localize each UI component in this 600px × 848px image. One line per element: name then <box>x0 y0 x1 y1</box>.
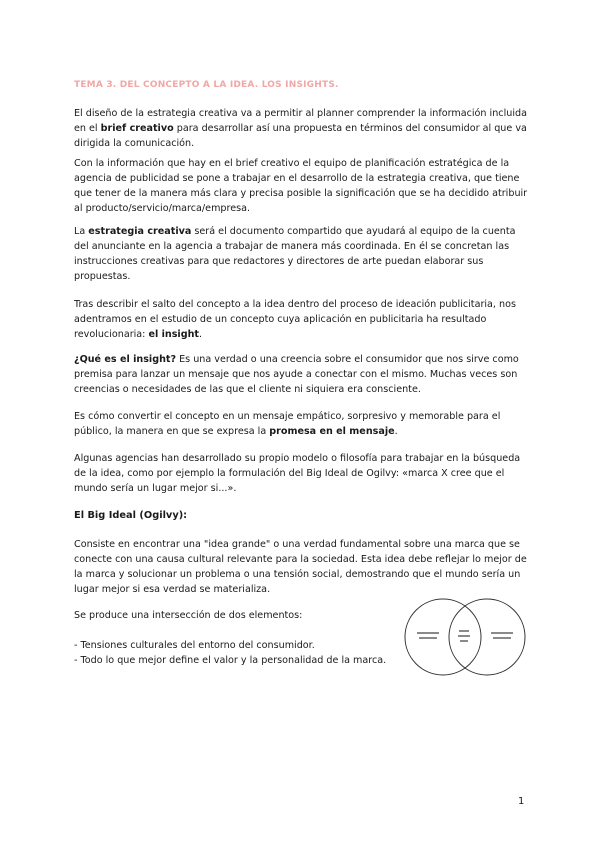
paragraph-1: El diseño de la estrategia creativa va a permitir al planner comprender la información incluida en el brief creativo para desarrollar así una propuesta en términos del consumidor al que va dirigida la comunicación. <box>74 108 527 149</box>
list-item: - Todo lo que mejor define el valor y la personalidad de la marca. <box>74 655 387 666</box>
venn-diagram-image <box>403 597 527 677</box>
section-heading: El Big Ideal (Ogilvy): <box>74 510 188 521</box>
paragraph-2: Con la información que hay en el brief creativo el equipo de planificación estratégica de la agencia de publicidad se pone a trabajar en el desarrollo de la estrategia creativa, que tiene que tener de la manera más clara y precisa posible la significación que se ha decidido atribuir al producto/servicio/marca/empresa. <box>74 158 528 214</box>
bullet-list <box>74 638 386 668</box>
paragraph-9: Se produce una intersección de dos elementos: <box>74 610 303 621</box>
paragraph-6: Es cómo convertir el concepto en un mensaje empático, sorpresivo y memorable para el público, la manera en que se expresa la promesa en el mensaje. <box>74 411 501 437</box>
paragraph-5: ¿Qué es el insight? Es una verdad o una creencia sobre el consumidor que nos sirve como premisa para lanzar un mensaje que nos ayude a conectar con el mismo. Muchas veces son creencias o necesidades de las que el cliente ni siquiera era consciente. <box>74 354 519 395</box>
paragraph-7: Algunas agencias han desarrollado su propio modelo o filosofía para trabajar en la búsqueda de la idea, como por ejemplo la formulación del Big Ideal de Ogilvy: «marca X cree que el mundo sería un lugar mejor si...». <box>74 453 521 494</box>
list-item: - Tensiones culturales del entorno del consumidor. <box>74 640 315 651</box>
page-title: TEMA 3. DEL CONCEPTO A LA IDEA. LOS INSIGHTS. <box>74 80 339 90</box>
paragraph-8: Consiste en encontrar una "idea grande" o una verdad fundamental sobre una marca que se conecte con una causa cultural relevante para la sociedad. Esta idea debe reflejar lo mejor de la marca y solucionar un problema o una tensión social, demostrando que el mundo sería un lugar mejor si esa verdad se materializa. <box>74 539 527 595</box>
paragraph-4: Tras describir el salto del concepto a la idea dentro del proceso de ideación publicitaria, nos adentramos en el estudio de un concepto cuya aplicación en publicitaria ha resultado revolucionaria: el insight. <box>74 299 516 340</box>
paragraph-3: La estrategia creativa será el documento compartido que ayudará al equipo de la cuenta del anunciante en la agencia a trabajar de manera más coordinada. En él se concretan las instrucciones creativas para que redactores y directores de arte puedan elaborar sus propuestas. <box>74 226 516 282</box>
page-number: 1 <box>518 796 525 807</box>
